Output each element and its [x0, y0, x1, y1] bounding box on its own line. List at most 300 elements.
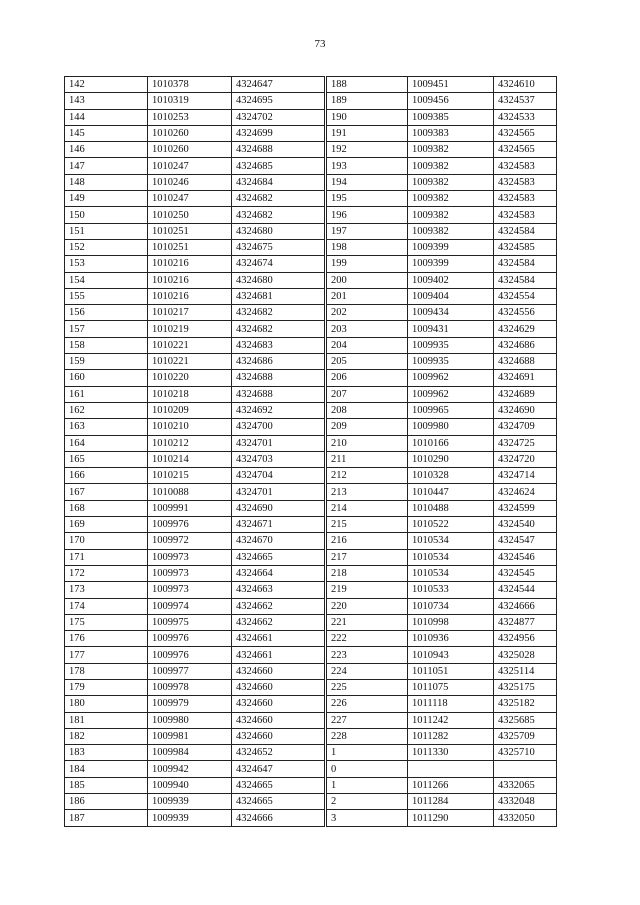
x-coordinate-cell: 1011290	[408, 810, 494, 826]
y-coordinate-cell: 4324665	[232, 549, 326, 565]
y-coordinate-cell: 4324540	[494, 517, 557, 533]
point-number-cell: 181	[65, 712, 148, 728]
x-coordinate-cell: 1009382	[408, 207, 494, 223]
y-coordinate-cell: 4324700	[232, 419, 326, 435]
y-coordinate-cell: 4324701	[232, 484, 326, 500]
y-coordinate-cell: 4324702	[232, 109, 326, 125]
table-row	[65, 321, 557, 337]
y-coordinate-cell: 4324624	[494, 484, 557, 500]
point-number-cell: 194	[326, 174, 408, 190]
table-row	[65, 142, 557, 158]
table-row	[65, 125, 557, 141]
table-row	[65, 679, 557, 695]
x-coordinate-cell: 1009962	[408, 386, 494, 402]
point-number-cell: 1	[326, 777, 408, 793]
x-coordinate-cell: 1010210	[148, 419, 232, 435]
table-row	[65, 761, 557, 777]
y-coordinate-cell: 4324683	[232, 337, 326, 353]
y-coordinate-cell: 4324686	[494, 337, 557, 353]
x-coordinate-cell: 1009434	[408, 305, 494, 321]
table-row	[65, 484, 557, 500]
point-number-cell: 152	[65, 239, 148, 255]
x-coordinate-cell: 1010328	[408, 468, 494, 484]
x-coordinate-cell: 1010215	[148, 468, 232, 484]
x-coordinate-cell: 1009935	[408, 337, 494, 353]
y-coordinate-cell: 4324704	[232, 468, 326, 484]
y-coordinate-cell: 4324681	[232, 288, 326, 304]
x-coordinate-cell: 1010488	[408, 500, 494, 516]
x-coordinate-cell: 1011284	[408, 794, 494, 810]
x-coordinate-cell: 1010214	[148, 451, 232, 467]
point-number-cell: 182	[65, 728, 148, 744]
point-number-cell: 211	[326, 451, 408, 467]
y-coordinate-cell: 4324544	[494, 582, 557, 598]
x-coordinate-cell: 1010533	[408, 582, 494, 598]
x-coordinate-cell: 1010522	[408, 517, 494, 533]
x-coordinate-cell: 1009940	[148, 777, 232, 793]
x-coordinate-cell: 1009431	[408, 321, 494, 337]
point-number-cell: 172	[65, 565, 148, 581]
x-coordinate-cell: 1009382	[408, 142, 494, 158]
x-coordinate-cell: 1009939	[148, 810, 232, 826]
table-row	[65, 77, 557, 93]
point-number-cell: 199	[326, 256, 408, 272]
table-row	[65, 451, 557, 467]
point-number-cell: 177	[65, 647, 148, 663]
point-number-cell: 157	[65, 321, 148, 337]
point-number-cell: 3	[326, 810, 408, 826]
x-coordinate-cell: 1010319	[148, 93, 232, 109]
x-coordinate-cell: 1010221	[148, 337, 232, 353]
x-coordinate-cell: 1010166	[408, 435, 494, 451]
y-coordinate-cell: 4324565	[494, 125, 557, 141]
table-row	[65, 549, 557, 565]
point-number-cell: 222	[326, 631, 408, 647]
x-coordinate-cell: 1010251	[148, 223, 232, 239]
table-row	[65, 582, 557, 598]
y-coordinate-cell: 4324565	[494, 142, 557, 158]
point-number-cell: 186	[65, 794, 148, 810]
y-coordinate-cell: 4325685	[494, 712, 557, 728]
point-number-cell: 154	[65, 272, 148, 288]
table-row	[65, 647, 557, 663]
y-coordinate-cell: 4324665	[232, 777, 326, 793]
point-number-cell: 173	[65, 582, 148, 598]
point-number-cell: 191	[326, 125, 408, 141]
point-number-cell: 170	[65, 533, 148, 549]
y-coordinate-cell: 4324666	[232, 810, 326, 826]
y-coordinate-cell: 4324537	[494, 93, 557, 109]
y-coordinate-cell: 4324583	[494, 158, 557, 174]
x-coordinate-cell: 1009980	[148, 712, 232, 728]
x-coordinate-cell: 1010936	[408, 631, 494, 647]
table-row	[65, 288, 557, 304]
point-number-cell: 198	[326, 239, 408, 255]
y-coordinate-cell: 4325709	[494, 728, 557, 744]
x-coordinate-cell: 1009978	[148, 679, 232, 695]
table-row	[65, 337, 557, 353]
point-number-cell: 183	[65, 745, 148, 761]
x-coordinate-cell: 1009402	[408, 272, 494, 288]
table-row	[65, 712, 557, 728]
point-number-cell: 218	[326, 565, 408, 581]
point-number-cell: 215	[326, 517, 408, 533]
x-coordinate-cell: 1009456	[408, 93, 494, 109]
y-coordinate-cell: 4332048	[494, 794, 557, 810]
x-coordinate-cell: 1009935	[408, 354, 494, 370]
point-number-cell: 162	[65, 402, 148, 418]
point-number-cell: 168	[65, 500, 148, 516]
point-number-cell: 180	[65, 696, 148, 712]
point-number-cell: 148	[65, 174, 148, 190]
point-number-cell: 216	[326, 533, 408, 549]
point-number-cell: 165	[65, 451, 148, 467]
x-coordinate-cell: 1010209	[148, 402, 232, 418]
table-row	[65, 239, 557, 255]
point-number-cell: 188	[326, 77, 408, 93]
point-number-cell: 169	[65, 517, 148, 533]
point-number-cell: 0	[326, 761, 408, 777]
y-coordinate-cell: 4324610	[494, 77, 557, 93]
table-row	[65, 631, 557, 647]
y-coordinate-cell: 4332065	[494, 777, 557, 793]
point-number-cell: 224	[326, 663, 408, 679]
x-coordinate-cell: 1009939	[148, 794, 232, 810]
table-row	[65, 598, 557, 614]
point-number-cell: 197	[326, 223, 408, 239]
table-row	[65, 565, 557, 581]
table-row	[65, 533, 557, 549]
y-coordinate-cell: 4324692	[232, 402, 326, 418]
point-number-cell: 184	[65, 761, 148, 777]
point-number-cell: 150	[65, 207, 148, 223]
x-coordinate-cell: 1009942	[148, 761, 232, 777]
y-coordinate-cell: 4324682	[232, 305, 326, 321]
point-number-cell: 166	[65, 468, 148, 484]
x-coordinate-cell: 1011242	[408, 712, 494, 728]
point-number-cell: 208	[326, 402, 408, 418]
x-coordinate-cell: 1009385	[408, 109, 494, 125]
table-row	[65, 207, 557, 223]
y-coordinate-cell: 4324664	[232, 565, 326, 581]
point-number-cell: 179	[65, 679, 148, 695]
x-coordinate-cell: 1009976	[148, 631, 232, 647]
y-coordinate-cell: 4324533	[494, 109, 557, 125]
table-row	[65, 93, 557, 109]
table-row	[65, 728, 557, 744]
point-number-cell: 145	[65, 125, 148, 141]
y-coordinate-cell: 4324689	[494, 386, 557, 402]
point-number-cell: 195	[326, 191, 408, 207]
point-number-cell: 203	[326, 321, 408, 337]
y-coordinate-cell: 4324690	[494, 402, 557, 418]
point-number-cell: 161	[65, 386, 148, 402]
y-coordinate-cell: 4324647	[232, 761, 326, 777]
y-coordinate-cell: 4324584	[494, 256, 557, 272]
x-coordinate-cell: 1009975	[148, 614, 232, 630]
x-coordinate-cell: 1011282	[408, 728, 494, 744]
y-coordinate-cell: 4324720	[494, 451, 557, 467]
x-coordinate-cell	[408, 761, 494, 777]
y-coordinate-cell: 4324583	[494, 174, 557, 190]
x-coordinate-cell: 1009974	[148, 598, 232, 614]
x-coordinate-cell: 1010290	[408, 451, 494, 467]
x-coordinate-cell: 1010251	[148, 239, 232, 255]
point-number-cell: 227	[326, 712, 408, 728]
y-coordinate-cell: 4324670	[232, 533, 326, 549]
y-coordinate-cell: 4324652	[232, 745, 326, 761]
y-coordinate-cell: 4324660	[232, 712, 326, 728]
x-coordinate-cell: 1010734	[408, 598, 494, 614]
x-coordinate-cell: 1009976	[148, 517, 232, 533]
table-row	[65, 468, 557, 484]
table-row	[65, 794, 557, 810]
x-coordinate-cell: 1009973	[148, 582, 232, 598]
x-coordinate-cell: 1010217	[148, 305, 232, 321]
x-coordinate-cell: 1010534	[408, 565, 494, 581]
y-coordinate-cell: 4325175	[494, 679, 557, 695]
y-coordinate-cell: 4324703	[232, 451, 326, 467]
x-coordinate-cell: 1010212	[148, 435, 232, 451]
y-coordinate-cell: 4324688	[232, 370, 326, 386]
y-coordinate-cell: 4324554	[494, 288, 557, 304]
table-row	[65, 614, 557, 630]
y-coordinate-cell: 4324647	[232, 77, 326, 93]
table-row	[65, 191, 557, 207]
point-number-cell: 212	[326, 468, 408, 484]
y-coordinate-cell: 4324682	[232, 321, 326, 337]
table-row	[65, 402, 557, 418]
table-row	[65, 810, 557, 826]
y-coordinate-cell: 4324665	[232, 794, 326, 810]
y-coordinate-cell: 4324701	[232, 435, 326, 451]
x-coordinate-cell: 1010943	[408, 647, 494, 663]
x-coordinate-cell: 1010260	[148, 125, 232, 141]
point-number-cell: 213	[326, 484, 408, 500]
point-number-cell: 220	[326, 598, 408, 614]
point-number-cell: 158	[65, 337, 148, 353]
table-row	[65, 305, 557, 321]
x-coordinate-cell: 1010088	[148, 484, 232, 500]
x-coordinate-cell: 1009984	[148, 745, 232, 761]
y-coordinate-cell: 4324688	[232, 142, 326, 158]
x-coordinate-cell: 1009980	[408, 419, 494, 435]
x-coordinate-cell: 1009973	[148, 565, 232, 581]
point-number-cell: 223	[326, 647, 408, 663]
y-coordinate-cell: 4324680	[232, 272, 326, 288]
y-coordinate-cell: 4324695	[232, 93, 326, 109]
point-number-cell: 144	[65, 109, 148, 125]
point-number-cell: 200	[326, 272, 408, 288]
y-coordinate-cell: 4324584	[494, 272, 557, 288]
x-coordinate-cell: 1010246	[148, 174, 232, 190]
point-number-cell: 164	[65, 435, 148, 451]
point-number-cell: 193	[326, 158, 408, 174]
point-number-cell: 228	[326, 728, 408, 744]
table-row	[65, 745, 557, 761]
y-coordinate-cell: 4324547	[494, 533, 557, 549]
x-coordinate-cell: 1010260	[148, 142, 232, 158]
x-coordinate-cell: 1010216	[148, 256, 232, 272]
y-coordinate-cell: 4325114	[494, 663, 557, 679]
y-coordinate-cell: 4324545	[494, 565, 557, 581]
coordinates-table-body	[65, 77, 557, 827]
y-coordinate-cell: 4324956	[494, 631, 557, 647]
point-number-cell: 192	[326, 142, 408, 158]
x-coordinate-cell: 1010216	[148, 288, 232, 304]
point-number-cell: 156	[65, 305, 148, 321]
point-number-cell: 187	[65, 810, 148, 826]
point-number-cell: 142	[65, 77, 148, 93]
x-coordinate-cell: 1010534	[408, 549, 494, 565]
table-row	[65, 354, 557, 370]
y-coordinate-cell: 4324877	[494, 614, 557, 630]
y-coordinate-cell: 4332050	[494, 810, 557, 826]
x-coordinate-cell: 1010250	[148, 207, 232, 223]
y-coordinate-cell: 4325028	[494, 647, 557, 663]
point-number-cell: 217	[326, 549, 408, 565]
y-coordinate-cell: 4325182	[494, 696, 557, 712]
x-coordinate-cell: 1009977	[148, 663, 232, 679]
y-coordinate-cell: 4324682	[232, 207, 326, 223]
point-number-cell: 205	[326, 354, 408, 370]
x-coordinate-cell: 1011051	[408, 663, 494, 679]
point-number-cell: 153	[65, 256, 148, 272]
table-row	[65, 777, 557, 793]
point-number-cell: 163	[65, 419, 148, 435]
table-row	[65, 386, 557, 402]
x-coordinate-cell: 1009382	[408, 223, 494, 239]
y-coordinate-cell: 4324682	[232, 191, 326, 207]
point-number-cell: 167	[65, 484, 148, 500]
x-coordinate-cell: 1010221	[148, 354, 232, 370]
point-number-cell: 207	[326, 386, 408, 402]
point-number-cell: 155	[65, 288, 148, 304]
point-number-cell: 214	[326, 500, 408, 516]
y-coordinate-cell: 4324660	[232, 728, 326, 744]
table-row	[65, 223, 557, 239]
point-number-cell: 174	[65, 598, 148, 614]
x-coordinate-cell: 1009991	[148, 500, 232, 516]
point-number-cell: 221	[326, 614, 408, 630]
table-row	[65, 419, 557, 435]
x-coordinate-cell: 1011118	[408, 696, 494, 712]
point-number-cell: 185	[65, 777, 148, 793]
y-coordinate-cell: 4324556	[494, 305, 557, 321]
x-coordinate-cell: 1009399	[408, 239, 494, 255]
table-row	[65, 174, 557, 190]
table-row	[65, 158, 557, 174]
x-coordinate-cell: 1009976	[148, 647, 232, 663]
point-number-cell: 159	[65, 354, 148, 370]
point-number-cell: 143	[65, 93, 148, 109]
table-row	[65, 256, 557, 272]
point-number-cell: 196	[326, 207, 408, 223]
y-coordinate-cell: 4324691	[494, 370, 557, 386]
y-coordinate-cell: 4324584	[494, 223, 557, 239]
x-coordinate-cell: 1010447	[408, 484, 494, 500]
x-coordinate-cell: 1009962	[408, 370, 494, 386]
y-coordinate-cell: 4324629	[494, 321, 557, 337]
y-coordinate-cell: 4324688	[494, 354, 557, 370]
table-row	[65, 663, 557, 679]
point-number-cell: 189	[326, 93, 408, 109]
x-coordinate-cell: 1009404	[408, 288, 494, 304]
point-number-cell: 147	[65, 158, 148, 174]
point-number-cell: 190	[326, 109, 408, 125]
y-coordinate-cell: 4324661	[232, 647, 326, 663]
x-coordinate-cell: 1009979	[148, 696, 232, 712]
y-coordinate-cell: 4324680	[232, 223, 326, 239]
y-coordinate-cell	[494, 761, 557, 777]
x-coordinate-cell: 1011075	[408, 679, 494, 695]
point-number-cell: 204	[326, 337, 408, 353]
y-coordinate-cell: 4324662	[232, 614, 326, 630]
y-coordinate-cell: 4324662	[232, 598, 326, 614]
x-coordinate-cell: 1009382	[408, 174, 494, 190]
y-coordinate-cell: 4324699	[232, 125, 326, 141]
table-row	[65, 370, 557, 386]
point-number-cell: 210	[326, 435, 408, 451]
y-coordinate-cell: 4324599	[494, 500, 557, 516]
y-coordinate-cell: 4324660	[232, 679, 326, 695]
x-coordinate-cell: 1009399	[408, 256, 494, 272]
table-row	[65, 272, 557, 288]
y-coordinate-cell: 4324725	[494, 435, 557, 451]
x-coordinate-cell: 1009451	[408, 77, 494, 93]
point-number-cell: 146	[65, 142, 148, 158]
point-number-cell: 201	[326, 288, 408, 304]
point-number-cell: 226	[326, 696, 408, 712]
point-number-cell: 176	[65, 631, 148, 647]
point-number-cell: 206	[326, 370, 408, 386]
table-row	[65, 517, 557, 533]
x-coordinate-cell: 1009382	[408, 191, 494, 207]
y-coordinate-cell: 4324583	[494, 191, 557, 207]
point-number-cell: 219	[326, 582, 408, 598]
point-number-cell: 171	[65, 549, 148, 565]
table-row	[65, 696, 557, 712]
y-coordinate-cell: 4324546	[494, 549, 557, 565]
x-coordinate-cell: 1009972	[148, 533, 232, 549]
x-coordinate-cell: 1010253	[148, 109, 232, 125]
x-coordinate-cell: 1009981	[148, 728, 232, 744]
point-number-cell: 178	[65, 663, 148, 679]
table-row	[65, 109, 557, 125]
page-number: 73	[314, 38, 326, 50]
x-coordinate-cell: 1009382	[408, 158, 494, 174]
x-coordinate-cell: 1010220	[148, 370, 232, 386]
x-coordinate-cell: 1010247	[148, 158, 232, 174]
y-coordinate-cell: 4324686	[232, 354, 326, 370]
y-coordinate-cell: 4324663	[232, 582, 326, 598]
x-coordinate-cell: 1010378	[148, 77, 232, 93]
x-coordinate-cell: 1009965	[408, 402, 494, 418]
y-coordinate-cell: 4324583	[494, 207, 557, 223]
y-coordinate-cell: 4324690	[232, 500, 326, 516]
x-coordinate-cell: 1010534	[408, 533, 494, 549]
y-coordinate-cell: 4324685	[232, 158, 326, 174]
y-coordinate-cell: 4324660	[232, 663, 326, 679]
y-coordinate-cell: 4325710	[494, 745, 557, 761]
point-number-cell: 2	[326, 794, 408, 810]
x-coordinate-cell: 1010216	[148, 272, 232, 288]
x-coordinate-cell: 1010998	[408, 614, 494, 630]
point-number-cell: 225	[326, 679, 408, 695]
y-coordinate-cell: 4324675	[232, 239, 326, 255]
y-coordinate-cell: 4324661	[232, 631, 326, 647]
x-coordinate-cell: 1009973	[148, 549, 232, 565]
